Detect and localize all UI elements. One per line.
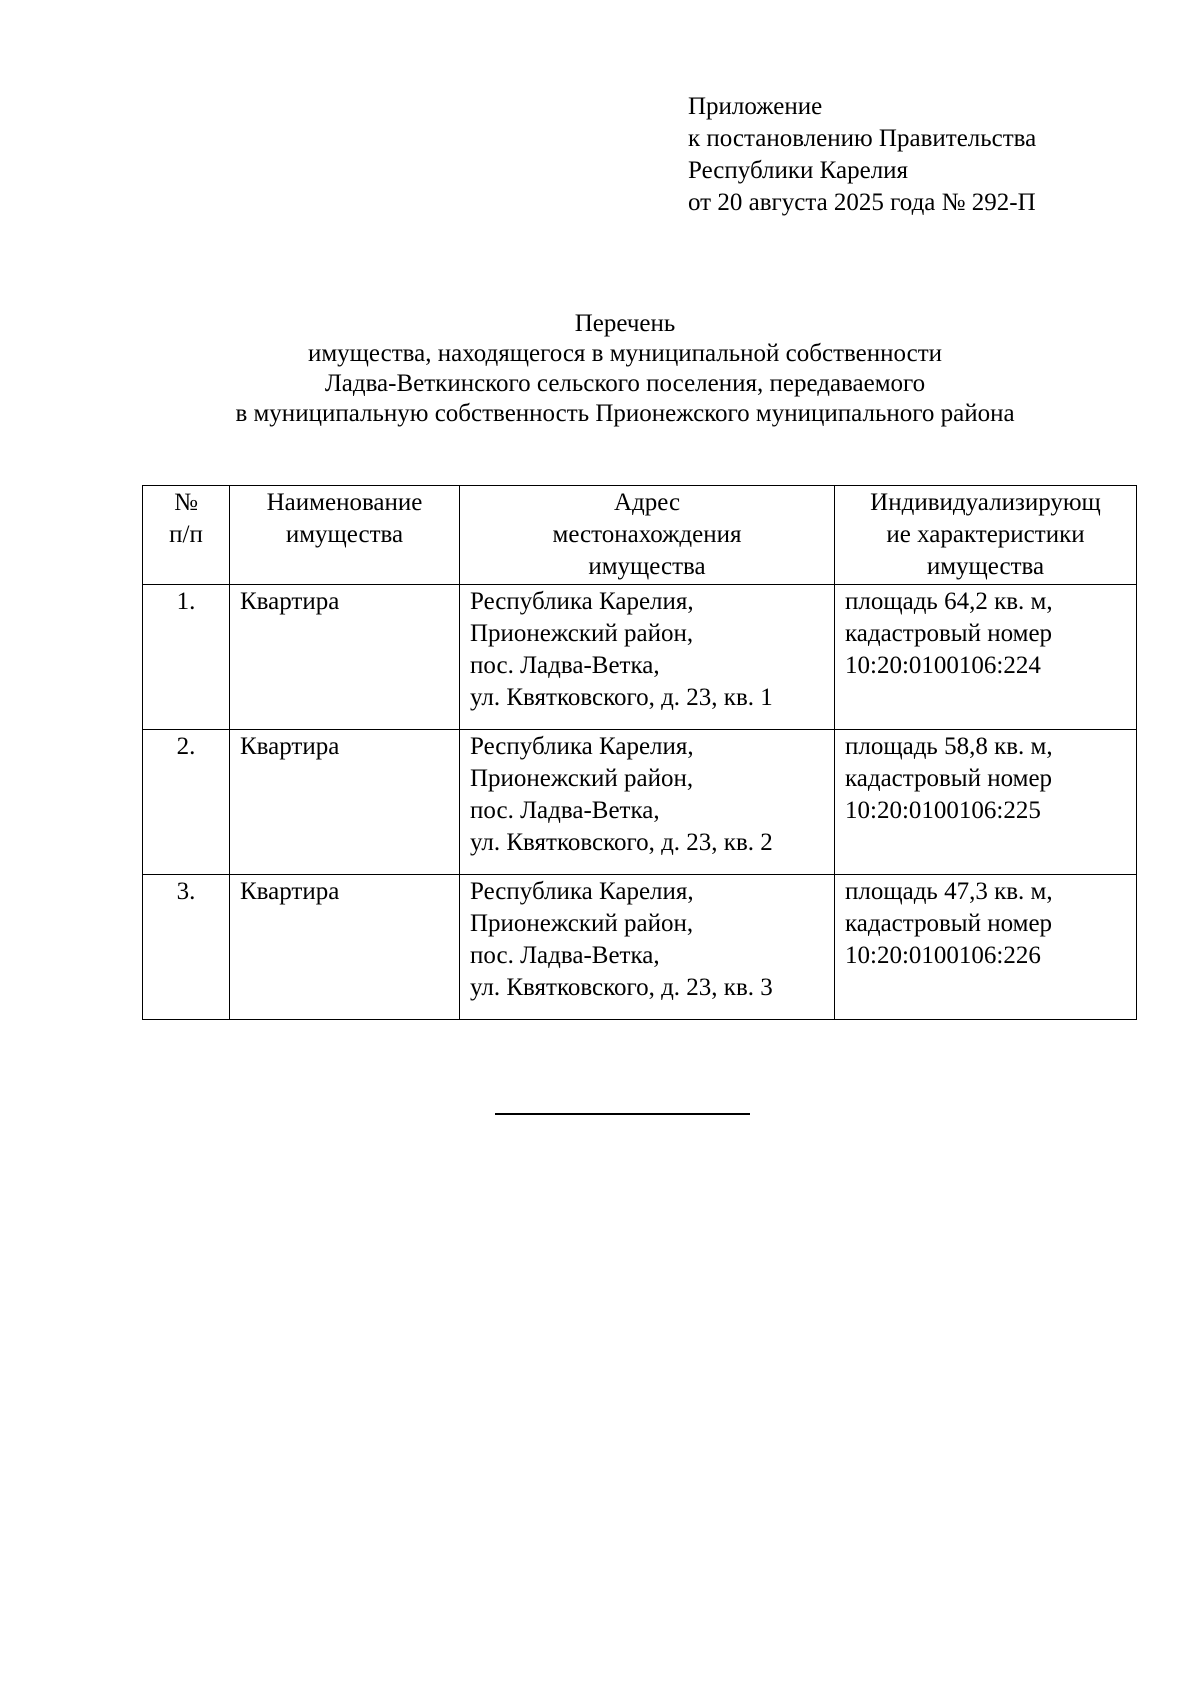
table-row	[143, 585, 1137, 730]
table-row	[143, 730, 1137, 875]
appendix-date-number: от 20 августа 2025 года № 292-П	[688, 189, 1036, 216]
details-line: кадастровый номер	[845, 765, 1053, 792]
appendix-resolution-line: к постановлению Правительства	[688, 125, 1037, 152]
address-line: ул. Квятковского, д. 23, кв. 1	[470, 684, 773, 711]
row-name: Квартира	[230, 585, 460, 730]
row-number: 3.	[143, 875, 230, 1020]
row-address	[460, 875, 835, 1020]
details-line: кадастровый номер	[845, 910, 1053, 937]
table-header-row	[143, 486, 1137, 585]
details-line: 10:20:0100106:224	[845, 652, 1041, 679]
header-text: ие характеристики	[886, 521, 1085, 548]
header-text: местонахождения	[552, 521, 742, 548]
title-line-2: имущества, находящегося в муниципальной собственности	[307, 340, 943, 367]
address-line: ул. Квятковского, д. 23, кв. 2	[470, 829, 773, 856]
row-name: Квартира	[230, 875, 460, 1020]
address-line: Республика Карелия,	[470, 733, 694, 760]
row-name: Квартира	[230, 730, 460, 875]
details-line: площадь 58,8 кв. м,	[845, 733, 1053, 760]
table-row	[143, 875, 1137, 1020]
address-line: пос. Ладва-Ветка,	[470, 797, 660, 824]
title-line-4: в муниципальную собственность Прионежского муниципального района	[235, 400, 1015, 427]
address-line: Республика Карелия,	[470, 878, 694, 905]
title-heading: Перечень	[574, 310, 676, 337]
document-title	[0, 309, 1200, 429]
row-details	[835, 875, 1137, 1020]
appendix-republic-line: Республики Карелия	[688, 157, 909, 184]
address-line: пос. Ладва-Ветка,	[470, 942, 660, 969]
details-line: площадь 64,2 кв. м,	[845, 588, 1053, 615]
address-line: Республика Карелия,	[470, 588, 694, 615]
header-text: Наименование	[266, 489, 423, 516]
details-line: площадь 47,3 кв. м,	[845, 878, 1053, 905]
title-line-3: Ладва-Веткинского сельского поселения, передаваемого	[324, 370, 926, 397]
header-text: №	[174, 489, 198, 516]
property-table	[142, 485, 1137, 1020]
header-text: Адрес	[613, 489, 681, 516]
header-text: имущества	[285, 521, 404, 548]
header-number	[143, 486, 230, 585]
header-text: п/п	[169, 521, 203, 548]
header-details	[835, 486, 1137, 585]
address-line: Прионежский район,	[470, 765, 694, 792]
header-name	[230, 486, 460, 585]
row-number: 1.	[143, 585, 230, 730]
row-details	[835, 730, 1137, 875]
appendix-label: Приложение	[688, 93, 823, 120]
row-address	[460, 730, 835, 875]
end-of-document-rule	[495, 1113, 750, 1115]
details-line: 10:20:0100106:225	[845, 797, 1041, 824]
details-line: кадастровый номер	[845, 620, 1053, 647]
row-address	[460, 585, 835, 730]
address-line: ул. Квятковского, д. 23, кв. 3	[470, 974, 773, 1001]
address-line: Прионежский район,	[470, 910, 694, 937]
header-address	[460, 486, 835, 585]
row-details	[835, 585, 1137, 730]
details-line: 10:20:0100106:226	[845, 942, 1041, 969]
header-text: Индивидуализирующ	[870, 489, 1101, 516]
row-number: 2.	[143, 730, 230, 875]
address-line: пос. Ладва-Ветка,	[470, 652, 660, 679]
appendix-reference	[688, 91, 1036, 219]
header-text: имущества	[926, 553, 1045, 580]
header-text: имущества	[588, 553, 706, 580]
address-line: Прионежский район,	[470, 620, 694, 647]
